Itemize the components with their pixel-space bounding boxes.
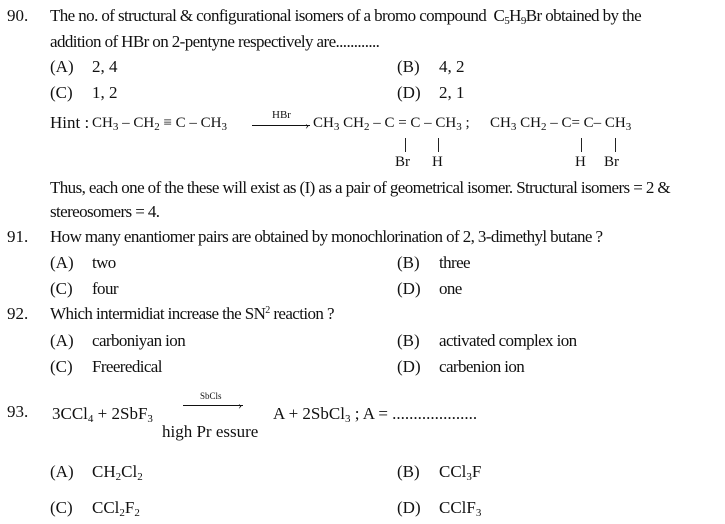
option-a[interactable]: (A) two [50, 253, 116, 272]
reagent-label: HBr [272, 109, 291, 121]
option-c[interactable]: (C) four [50, 279, 118, 298]
hint-product-1: $CH_3$ $CH_2 - C = C - CH_3$ ; [313, 115, 470, 133]
option-c[interactable]: (C) 1, 2 [50, 83, 118, 102]
substituent: H [575, 154, 586, 170]
question-text: The no. of structural & configurational isomers of a bromo compound $C_5H_9Br$ obtained by the [50, 6, 642, 27]
hint-reactant: $CH_3 - CH_2 \equiv C - CH_3$ [92, 115, 227, 133]
explanation-line2: stereosomers = 4. [50, 202, 160, 221]
equation-reactants: 3CCl$_4$ + 2SbF$_3$ [52, 404, 153, 425]
substituent: Br [604, 154, 619, 170]
option-d[interactable]: (D) carbenion ion [397, 357, 525, 376]
option-d[interactable]: (D) one [397, 279, 462, 298]
question-number: 90. [7, 6, 29, 25]
option-a[interactable]: (A) $CH_2Cl_2$ [50, 462, 143, 483]
bond-line [438, 138, 439, 152]
arrow-head-icon: › [305, 118, 309, 132]
hint-product-2: $CH_3$ $CH_2 - C= C-$ $CH_3$ [490, 115, 632, 133]
reaction-arrow [183, 405, 243, 406]
question-text: How many enantiomer pairs are obtained by monochlorination of 2, 3-dimethyl butane ? [50, 227, 603, 246]
arrow-head-icon: › [238, 398, 242, 412]
catalyst-label: SbCls [200, 391, 222, 401]
bond-line [581, 138, 582, 152]
question-text: Which intermidiat increase the $SN^2$ reaction ? [50, 304, 334, 323]
reaction-arrow [252, 125, 310, 126]
option-c[interactable]: (C) Freeredical [50, 357, 162, 376]
option-d[interactable]: (D) 2, 1 [397, 83, 465, 102]
question-text-line2: addition of HBr on 2-pentyne respectively are............ [50, 32, 380, 51]
option-a[interactable]: (A) carboniyan ion [50, 331, 186, 350]
question-number: 91. [7, 227, 29, 246]
chemical-formula: $C_5H_9Br$ [493, 6, 542, 27]
equation-products: A + 2SbCl$_3$ ; A = .................... [273, 404, 478, 425]
option-a[interactable]: (A) 2, 4 [50, 57, 118, 76]
condition-label: high Pr essure [162, 422, 259, 441]
option-b[interactable]: (B) activated complex ion [397, 331, 577, 350]
question-number: 93. [7, 402, 29, 421]
option-b[interactable]: (B) CCl$_3$F [397, 462, 482, 483]
bond-line [615, 138, 616, 152]
option-b[interactable]: (B) 4, 2 [397, 57, 465, 76]
bond-line [405, 138, 406, 152]
explanation-line1: Thus, each one of the these will exist as (I) as a pair of geometrical isomer. Structural isomers = 2 & [50, 178, 671, 197]
question-number: 92. [7, 304, 29, 323]
substituent: Br [395, 154, 410, 170]
substituent: H [432, 154, 443, 170]
option-b[interactable]: (B) three [397, 253, 470, 272]
hint-label: Hint : [50, 113, 90, 132]
option-c[interactable]: (C) $CCl_2F_2$ [50, 498, 140, 519]
option-d[interactable]: (D) CClF$_3$ [397, 498, 482, 519]
